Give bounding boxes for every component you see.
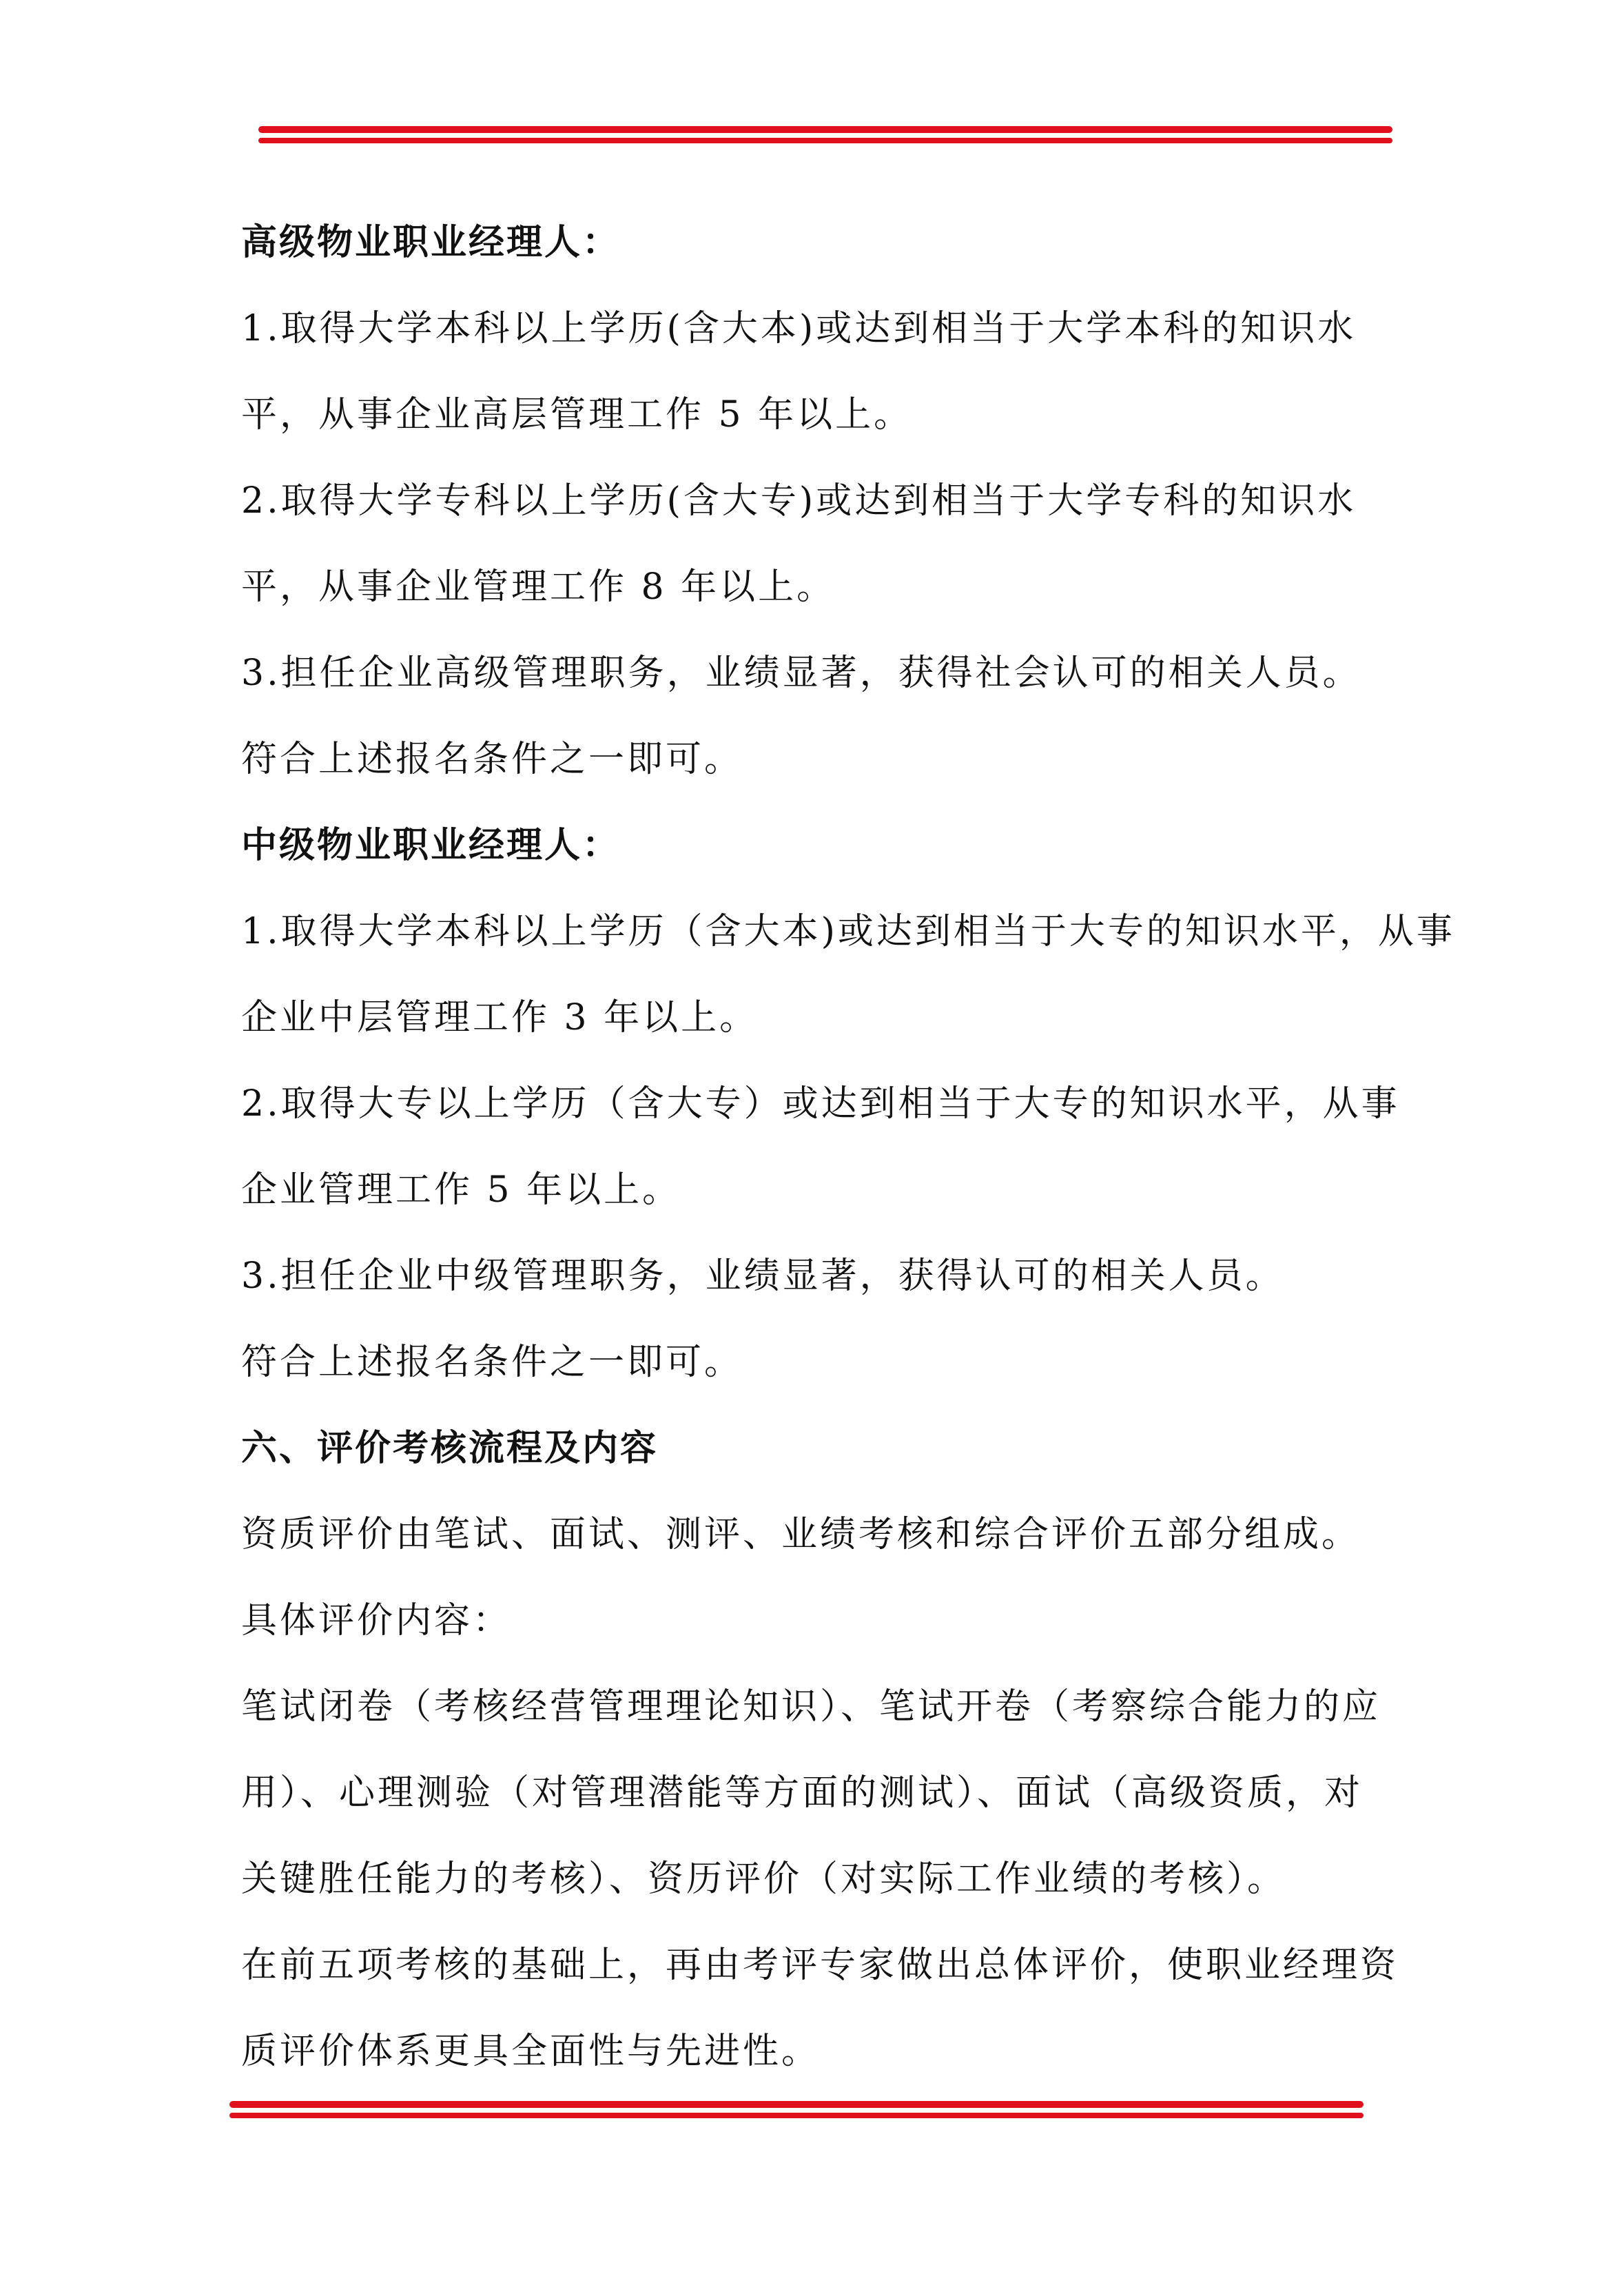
evaluation-content-label: 具体评价内容：: [241, 1600, 512, 1641]
intermediate-requirement-3: 3.担任企业中级管理职务，业绩显著，获得认可的相关人员。: [241, 1255, 1284, 1297]
senior-requirement-1-line-2: 平，从事企业高层管理工作 5 年以上。: [241, 394, 913, 435]
bottom-red-rule-secondary: [229, 2113, 1364, 2118]
senior-eligibility-note: 符合上述报名条件之一即可。: [241, 739, 743, 780]
top-red-rule: [258, 126, 1392, 133]
evaluation-content-line-3: 关键胜任能力的考核）、资历评价（对实际工作业绩的考核）。: [241, 1858, 1286, 1900]
overall-evaluation-line-1: 在前五项考核的基础上，再由考评专家做出总体评价，使职业经理资: [241, 1945, 1399, 1986]
senior-requirement-1-line-1: 1.取得大学本科以上学历(含大本)或达到相当于大学本科的知识水: [241, 308, 1357, 349]
intermediate-requirement-1-line-1: 1.取得大学本科以上学历（含大本)或达到相当于大专的知识水平，从事: [241, 911, 1455, 952]
senior-requirement-3: 3.担任企业高级管理职务，业绩显著，获得社会认可的相关人员。: [241, 653, 1361, 694]
evaluation-content-line-1: 笔试闭卷（考核经营管理理论知识）、笔试开卷（考察综合能力的应: [241, 1686, 1381, 1728]
document-body: [241, 200, 1455, 2095]
evaluation-composition: 资质评价由笔试、面试、测评、业绩考核和综合评价五部分组成。: [241, 1514, 1361, 1555]
heading-senior-manager: 高级物业职业经理人：: [241, 222, 621, 263]
heading-section-six: 六、评价考核流程及内容: [241, 1428, 659, 1469]
evaluation-content-line-2: 用）、心理测验（对管理潜能等方面的测试）、面试（高级资质，对: [241, 1772, 1364, 1814]
bottom-red-rule: [229, 2101, 1364, 2108]
intermediate-requirement-2-line-1: 2.取得大专以上学历（含大专）或达到相当于大专的知识水平，从事: [241, 1083, 1400, 1125]
intermediate-eligibility-note: 符合上述报名条件之一即可。: [241, 1342, 743, 1383]
top-red-rule-secondary: [258, 138, 1392, 143]
senior-requirement-2-line-2: 平，从事企业管理工作 8 年以上。: [241, 566, 836, 608]
overall-evaluation-line-2: 质评价体系更具全面性与先进性。: [241, 2031, 821, 2072]
senior-requirement-2-line-1: 2.取得大学专科以上学历(含大专)或达到相当于大学专科的知识水: [241, 480, 1357, 522]
heading-intermediate-manager: 中级物业职业经理人：: [241, 825, 621, 866]
intermediate-requirement-1-line-2: 企业中层管理工作 3 年以上。: [241, 997, 759, 1038]
intermediate-requirement-2-line-2: 企业管理工作 5 年以上。: [241, 1169, 681, 1211]
